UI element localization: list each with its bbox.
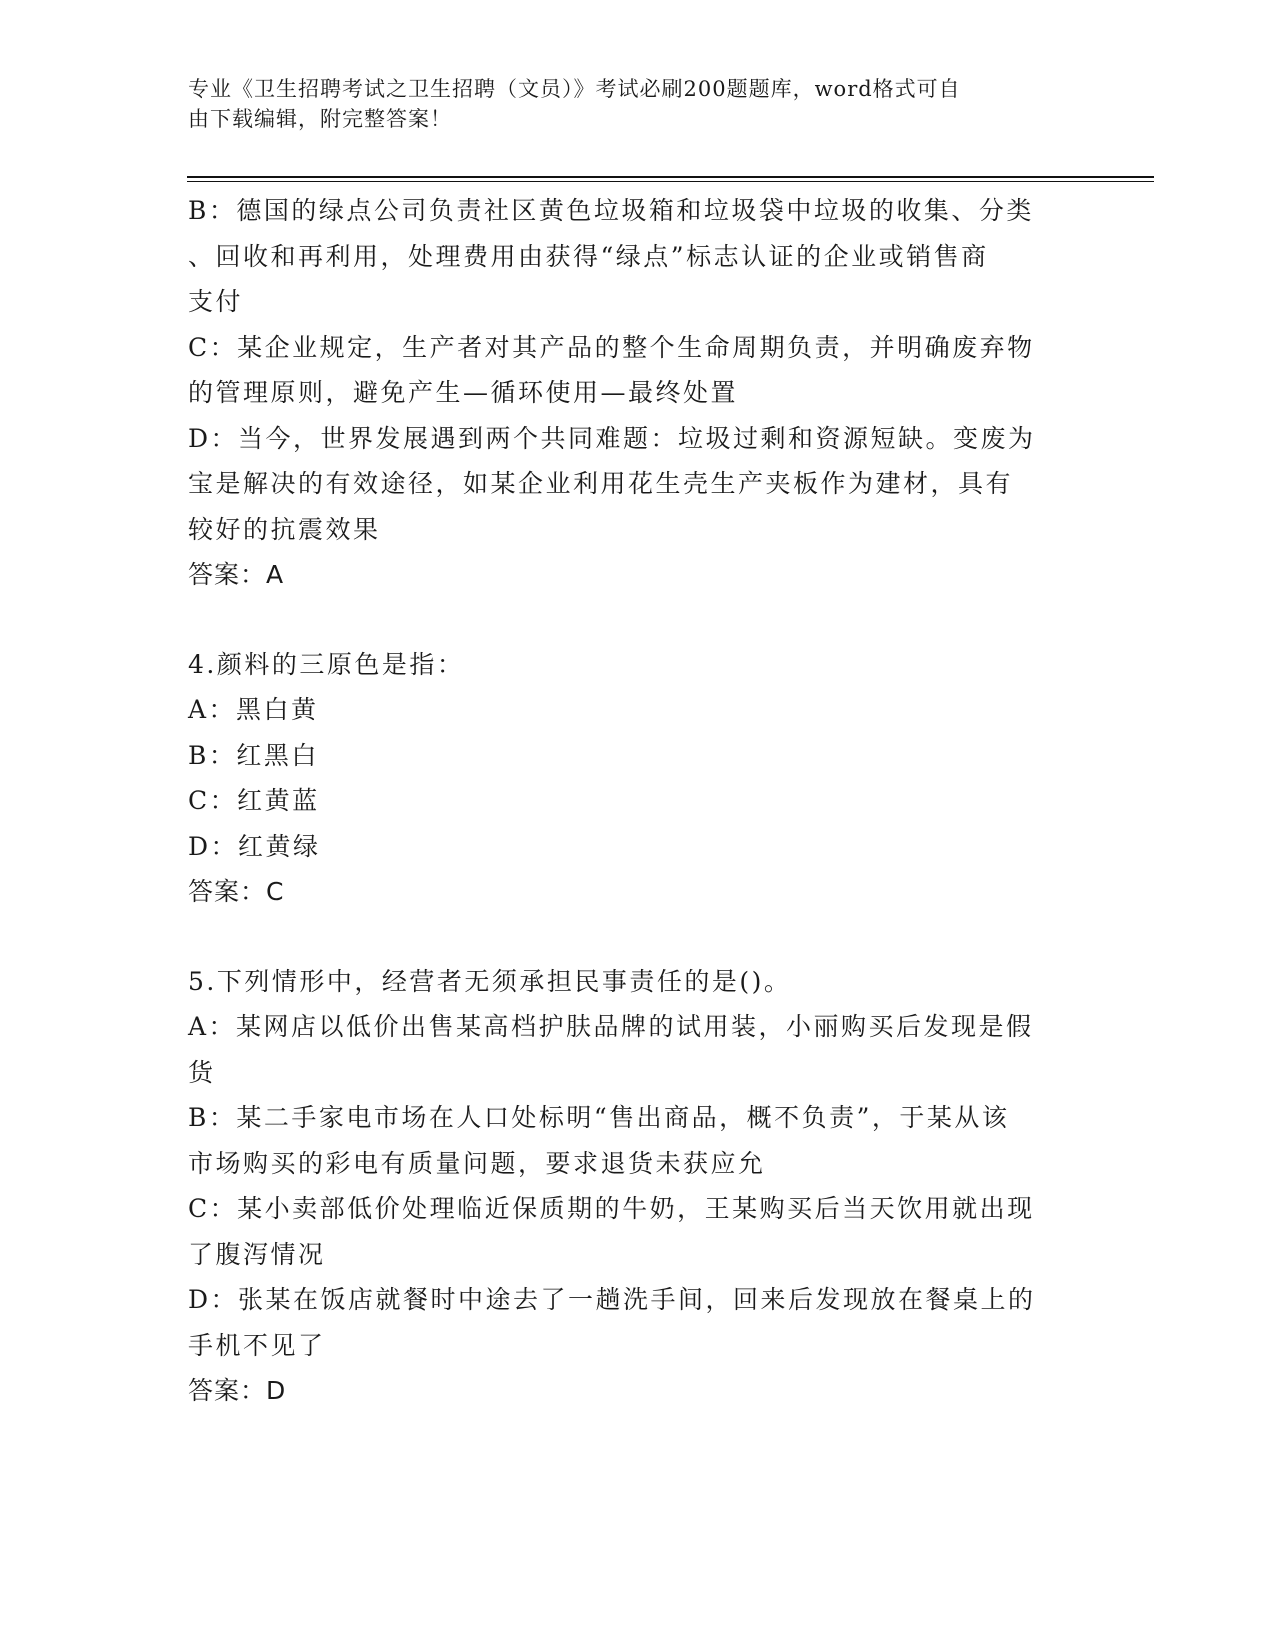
q5-option-d-line-1: D：张某在饭店就餐时中途去了一趟洗手间，回来后发现放在餐桌上的 (188, 1285, 1036, 1314)
q5-option-a-line-1: A：某网店以低价出售某高档护肤品牌的试用装，小丽购买后发现是假 (188, 1012, 1034, 1041)
q5-option-b-line-1: B：某二手家电市场在人口处标明“售出商品，概不负责”，于某从该 (188, 1103, 1010, 1132)
q4-option-d: D：红黄绿 (188, 831, 321, 861)
header-divider-thin (187, 181, 1154, 182)
q4-option-c: C：红黄蓝 (188, 786, 320, 815)
q3-option-d-line-3: 较好的抗震效果 (188, 514, 381, 544)
q3-option-b-line-3: 支付 (188, 287, 244, 316)
q5-option-c-line-2: 了腹泻情况 (188, 1239, 326, 1269)
q3-option-c-line-2: 的管理原则，避免产生—循环使用—最终处置 (188, 378, 739, 407)
document-body (188, 188, 1068, 1414)
q3-option-c-line-1: C：某企业规定，生产者对其产品的整个生命周期负责，并明确废弃物 (188, 332, 1035, 362)
header-divider-thick (187, 176, 1154, 178)
question-4-block (188, 642, 1068, 915)
q5-answer: 答案：D (188, 1376, 287, 1405)
q5-option-b-line-2: 市场购买的彩电有质量问题，要求退货未获应允 (188, 1148, 766, 1178)
q5-option-d-line-2: 手机不见了 (188, 1330, 326, 1360)
header-title-line-1: 专业《卫生招聘考试之卫生招聘（文员）》考试必刷200题题库，word格式可自 (188, 77, 961, 101)
q5-option-a-line-2: 货 (188, 1057, 216, 1087)
q3-option-d-line-2: 宝是解决的有效途径，如某企业利用花生壳生产夹板作为建材，具有 (188, 469, 1014, 498)
q3-answer: 答案：A (188, 560, 285, 589)
spacer (188, 598, 1068, 642)
spacer (188, 915, 1068, 959)
q4-answer: 答案：C (188, 877, 285, 906)
header-title-line-2: 由下载编辑，附完整答案！ (188, 107, 452, 131)
q5-option-c-line-1: C：某小卖部低价处理临近保质期的牛奶，王某购买后当天饮用就出现 (188, 1194, 1035, 1223)
document-header (188, 74, 1068, 134)
q4-question: 4.颜料的三原色是指： (188, 649, 465, 679)
q5-question: 5.下列情形中，经营者无须承担民事责任的是()。 (188, 966, 792, 996)
question-3-block (188, 188, 1068, 598)
q3-option-b-line-1: B：德国的绿点公司负责社区黄色垃圾箱和垃圾袋中垃圾的收集、分类 (188, 196, 1034, 225)
q4-option-a: A：黑白黄 (188, 695, 319, 724)
q4-option-b: B：红黑白 (188, 740, 319, 770)
question-5-block (188, 959, 1068, 1414)
q3-option-d-line-1: D：当今，世界发展遇到两个共同难题：垃圾过剩和资源短缺。变废为 (188, 423, 1036, 453)
q3-option-b-line-2: 、回收和再利用，处理费用由获得“绿点”标志认证的企业或销售商 (188, 241, 989, 271)
